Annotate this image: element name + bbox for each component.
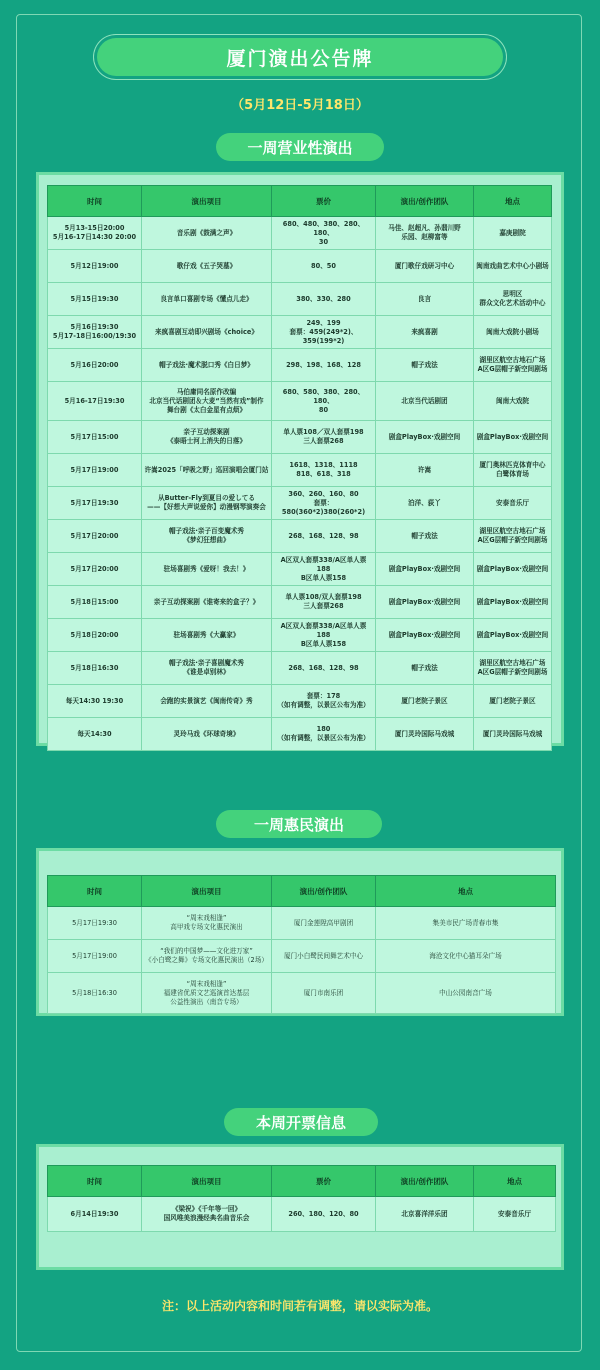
table-cell: 亲子互动探案剧《谁寄来的盒子？》 <box>142 586 272 619</box>
table-cell: 剧盒PlayBox·戏剧空间 <box>376 586 474 619</box>
table-row <box>48 454 552 487</box>
table-row <box>48 553 552 586</box>
table-cell: 180 （如有调整，以景区公布为准） <box>272 718 376 751</box>
table-row <box>48 316 552 349</box>
table-cell: 帽子戏法 <box>376 349 474 382</box>
table-cell: 湖里区航空古地石广场 A区G层帽子新空间剧场 <box>474 520 552 553</box>
table-cell: 厦门小白鹭民间舞艺术中心 <box>272 940 376 973</box>
table-row <box>48 619 552 652</box>
public-panel <box>36 848 564 1016</box>
table-cell: 会跑的实景演艺《闽南传奇》秀 <box>142 685 272 718</box>
table-cell: 360、260、160、80 套票：580(360*2)380(260*2) <box>272 487 376 520</box>
table-row <box>48 349 552 382</box>
table-cell: 厦门老院子景区 <box>474 685 552 718</box>
table-cell: 5月12日19:00 <box>48 250 142 283</box>
table-header-row <box>48 876 556 907</box>
section-title-commercial: 一周营业性演出 <box>216 133 384 161</box>
table-cell: 北京喜洋洋乐团 <box>376 1197 474 1232</box>
table-cell: 每天14:30 <box>48 718 142 751</box>
table-cell: “周末戏相逢” 高甲戏专场文化惠民演出 <box>142 907 272 940</box>
table-cell: 帽子戏法·亲子喜剧魔术秀 《谁是卓别林》 <box>142 652 272 685</box>
column-header: 时间 <box>48 1166 142 1197</box>
table-cell: A区双人套票338/A区单人票188 B区单人票158 <box>272 553 376 586</box>
column-header: 时间 <box>48 186 142 217</box>
table-cell: 260、180、120、80 <box>272 1197 376 1232</box>
table-row <box>48 685 552 718</box>
table-cell: 5月18日16:30 <box>48 652 142 685</box>
table-cell: 驻场喜剧秀《爱呀！我去！》 <box>142 553 272 586</box>
table-header-row <box>48 1166 556 1197</box>
table-cell: “我们的中国梦——文化进万家” 《小白鹭之舞》专场文化惠民演出（2场） <box>142 940 272 973</box>
table-cell: 剧盒PlayBox·戏剧空间 <box>474 586 552 619</box>
table-cell: 安泰音乐厅 <box>474 1197 556 1232</box>
table-cell: 海沧文化中心猫耳朵广场 <box>376 940 556 973</box>
column-header: 票价 <box>272 186 376 217</box>
table-cell: 来疯喜剧 <box>376 316 474 349</box>
table-cell: 5月16日20:00 <box>48 349 142 382</box>
table-cell: 5月15日19:30 <box>48 283 142 316</box>
table-row <box>48 586 552 619</box>
table-row <box>48 520 552 553</box>
section-title-public: 一周惠民演出 <box>216 810 382 838</box>
table-cell: 249、199 套票：459(249*2)、359(199*2) <box>272 316 376 349</box>
column-header: 演出项目 <box>142 186 272 217</box>
table-cell: 《梁祝》《千年等一回》 国风唯美浪漫经典名曲音乐会 <box>142 1197 272 1232</box>
table-row <box>48 250 552 283</box>
column-header: 地点 <box>376 876 556 907</box>
table-cell: A区双人套票338/A区单人票188 B区单人票158 <box>272 619 376 652</box>
table-cell: 5月17日19:00 <box>48 454 142 487</box>
table-cell: 厦门奥林匹克体育中心 白鹭体育场 <box>474 454 552 487</box>
column-header: 演出/创作团队 <box>376 1166 474 1197</box>
table-cell: 闽南大戏院小剧场 <box>474 316 552 349</box>
table-cell: 5月17日20:00 <box>48 520 142 553</box>
table-cell: 剧盒PlayBox·戏剧空间 <box>376 421 474 454</box>
table-cell: 5月13-15日20:00 5月16-17日14:30 20:00 <box>48 217 142 250</box>
commercial-panel <box>36 172 564 746</box>
table-cell: 680、580、380、280、180、 80 <box>272 382 376 421</box>
table-cell: 厦门歌仔戏研习中心 <box>376 250 474 283</box>
table-cell: 268、168、128、98 <box>272 652 376 685</box>
table-cell: 歌仔戏《五子哭墓》 <box>142 250 272 283</box>
table-cell: 中山公园南音广场 <box>376 973 556 1014</box>
table-cell: 帽子戏法 <box>376 652 474 685</box>
table-row <box>48 217 552 250</box>
column-header: 演出/创作团队 <box>376 186 474 217</box>
table-cell: 剧盒PlayBox·戏剧空间 <box>474 421 552 454</box>
table-cell: 套票：178 （如有调整，以景区公布为准） <box>272 685 376 718</box>
table-row <box>48 973 556 1014</box>
table-row <box>48 1197 556 1232</box>
column-header: 时间 <box>48 876 142 907</box>
date-range: （5月12日-5月18日） <box>231 98 369 113</box>
table-row <box>48 421 552 454</box>
page-title-banner <box>97 38 503 76</box>
table-cell: 5月18日20:00 <box>48 619 142 652</box>
table-cell: 厦门金莲陞高甲剧团 <box>272 907 376 940</box>
table-cell: 灵玲马戏《环球奇境》 <box>142 718 272 751</box>
table-cell: 5月16日19:30 5月17-18日16:00/19:30 <box>48 316 142 349</box>
tickets-table <box>47 1165 556 1232</box>
table-cell: 马佳、赵超凡、孙翡川野 乐园、赵柳富等 <box>376 217 474 250</box>
table-cell: 剧盒PlayBox·戏剧空间 <box>376 553 474 586</box>
table-cell: 湖里区航空古地石广场 A区G层帽子新空间剧场 <box>474 349 552 382</box>
table-cell: 驻场喜剧秀《大赢家》 <box>142 619 272 652</box>
table-cell: 厦门市南乐团 <box>272 973 376 1014</box>
table-cell: 每天14:30 19:30 <box>48 685 142 718</box>
table-cell: 5月17日19:30 <box>48 907 142 940</box>
table-cell: 5月18日16:30 <box>48 973 142 1014</box>
column-header: 演出项目 <box>142 1166 272 1197</box>
table-cell: 剧盒PlayBox·戏剧空间 <box>474 553 552 586</box>
section-title-tickets: 本周开票信息 <box>224 1108 378 1136</box>
table-cell: 剧盒PlayBox·戏剧空间 <box>474 619 552 652</box>
table-cell: 5月16-17日19:30 <box>48 382 142 421</box>
table-cell: 5月17日19:00 <box>48 940 142 973</box>
page-title: 厦门演出公告牌 <box>226 47 374 70</box>
table-cell: 安泰音乐厅 <box>474 487 552 520</box>
table-cell: 良言 <box>376 283 474 316</box>
table-cell: 5月17日19:30 <box>48 487 142 520</box>
table-row <box>48 907 556 940</box>
table-cell: 北京当代话剧团 <box>376 382 474 421</box>
table-cell: 亲子互动探案剧 《泰晤士河上消失的日落》 <box>142 421 272 454</box>
table-cell: 帽子戏法·魔术脱口秀《白日梦》 <box>142 349 272 382</box>
table-row <box>48 283 552 316</box>
table-row <box>48 382 552 421</box>
tickets-panel <box>36 1144 564 1270</box>
table-cell: 380、330、280 <box>272 283 376 316</box>
table-row <box>48 652 552 685</box>
table-cell: 298、198、168、128 <box>272 349 376 382</box>
table-cell: 许嵩 <box>376 454 474 487</box>
table-cell: 良言单口喜剧专场《懂点儿走》 <box>142 283 272 316</box>
table-cell: 680、480、380、280、180、 30 <box>272 217 376 250</box>
table-cell: 厦门灵玲国际马戏城 <box>376 718 474 751</box>
column-header: 演出/创作团队 <box>272 876 376 907</box>
commercial-table <box>47 185 552 751</box>
table-cell: 马伯庸同名原作改编 北京当代话剧团＆大麦“当然有戏”制作 舞台剧《太白金星有点烦》 <box>142 382 272 421</box>
table-cell: 剧盒PlayBox·戏剧空间 <box>376 619 474 652</box>
footnote: 注：以上活动内容和时间若有调整，请以实际为准。 <box>161 1299 438 1313</box>
table-row <box>48 718 552 751</box>
public-table <box>47 875 556 1014</box>
table-cell: 5月17日20:00 <box>48 553 142 586</box>
table-row <box>48 487 552 520</box>
table-cell: 单人票108/双人套票198 三人套票268 <box>272 586 376 619</box>
table-cell: 闽南戏曲艺术中心小剧场 <box>474 250 552 283</box>
table-cell: “周末戏相逢” 福建省优质文艺巡演首达基层 公益性演出（南音专场） <box>142 973 272 1014</box>
table-cell: 5月18日15:00 <box>48 586 142 619</box>
table-cell: 268、168、128、98 <box>272 520 376 553</box>
table-cell: 帽子戏法 <box>376 520 474 553</box>
table-cell: 单人票108／双人套票198 三人套票268 <box>272 421 376 454</box>
column-header: 票价 <box>272 1166 376 1197</box>
table-cell: 厦门灵玲国际马戏城 <box>474 718 552 751</box>
column-header: 地点 <box>474 186 552 217</box>
table-cell: 许嵩2025「呼吸之野」巡回演唱会厦门站 <box>142 454 272 487</box>
table-cell: 思明区 群众文化艺术活动中心 <box>474 283 552 316</box>
column-header: 地点 <box>474 1166 556 1197</box>
table-header-row <box>48 186 552 217</box>
table-cell: 从Butter-Fly到夏目の爱してる ——【好想大声说爱你】动漫钢琴演奏会 <box>142 487 272 520</box>
table-cell: 来疯喜剧互动即兴剧场《choice》 <box>142 316 272 349</box>
table-cell: 帽子戏法·亲子百变魔术秀 《梦幻狂想曲》 <box>142 520 272 553</box>
table-cell: 湖里区航空古地石广场 A区G层帽子新空间剧场 <box>474 652 552 685</box>
table-cell: 嘉庚剧院 <box>474 217 552 250</box>
table-cell: 1618、1318、1118 818、618、318 <box>272 454 376 487</box>
table-cell: 集美市民广场青春市集 <box>376 907 556 940</box>
table-cell: 5月17日15:00 <box>48 421 142 454</box>
table-cell: 闽南大戏院 <box>474 382 552 421</box>
column-header: 演出项目 <box>142 876 272 907</box>
table-cell: 泊洋、荻丫 <box>376 487 474 520</box>
table-cell: 音乐剧《鼓满之声》 <box>142 217 272 250</box>
table-cell: 80、50 <box>272 250 376 283</box>
table-cell: 厦门老院子景区 <box>376 685 474 718</box>
table-row <box>48 940 556 973</box>
table-cell: 6月14日19:30 <box>48 1197 142 1232</box>
